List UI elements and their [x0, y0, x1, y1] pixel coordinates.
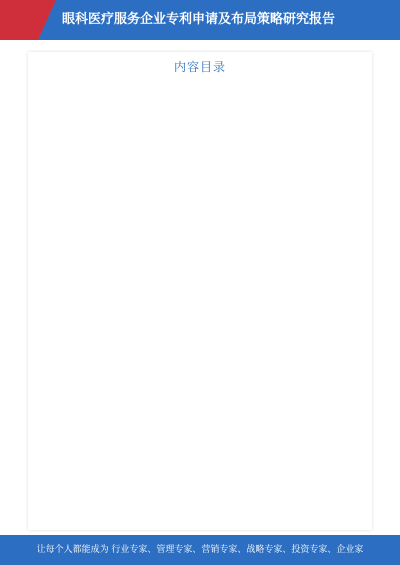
report-title: 眼科医疗服务企业专利申请及布局策略研究报告 [62, 12, 336, 27]
toc-heading: 内容目录 [173, 60, 226, 74]
report-header [0, 0, 400, 40]
header-accent-stripe [0, 0, 56, 40]
footer-bar [0, 535, 400, 565]
footer-tagline: 让每个人都能成为 行业专家、管理专家、营销专家、战略专家、投资专家、企业家 [36, 545, 364, 555]
toc-page [28, 52, 372, 530]
